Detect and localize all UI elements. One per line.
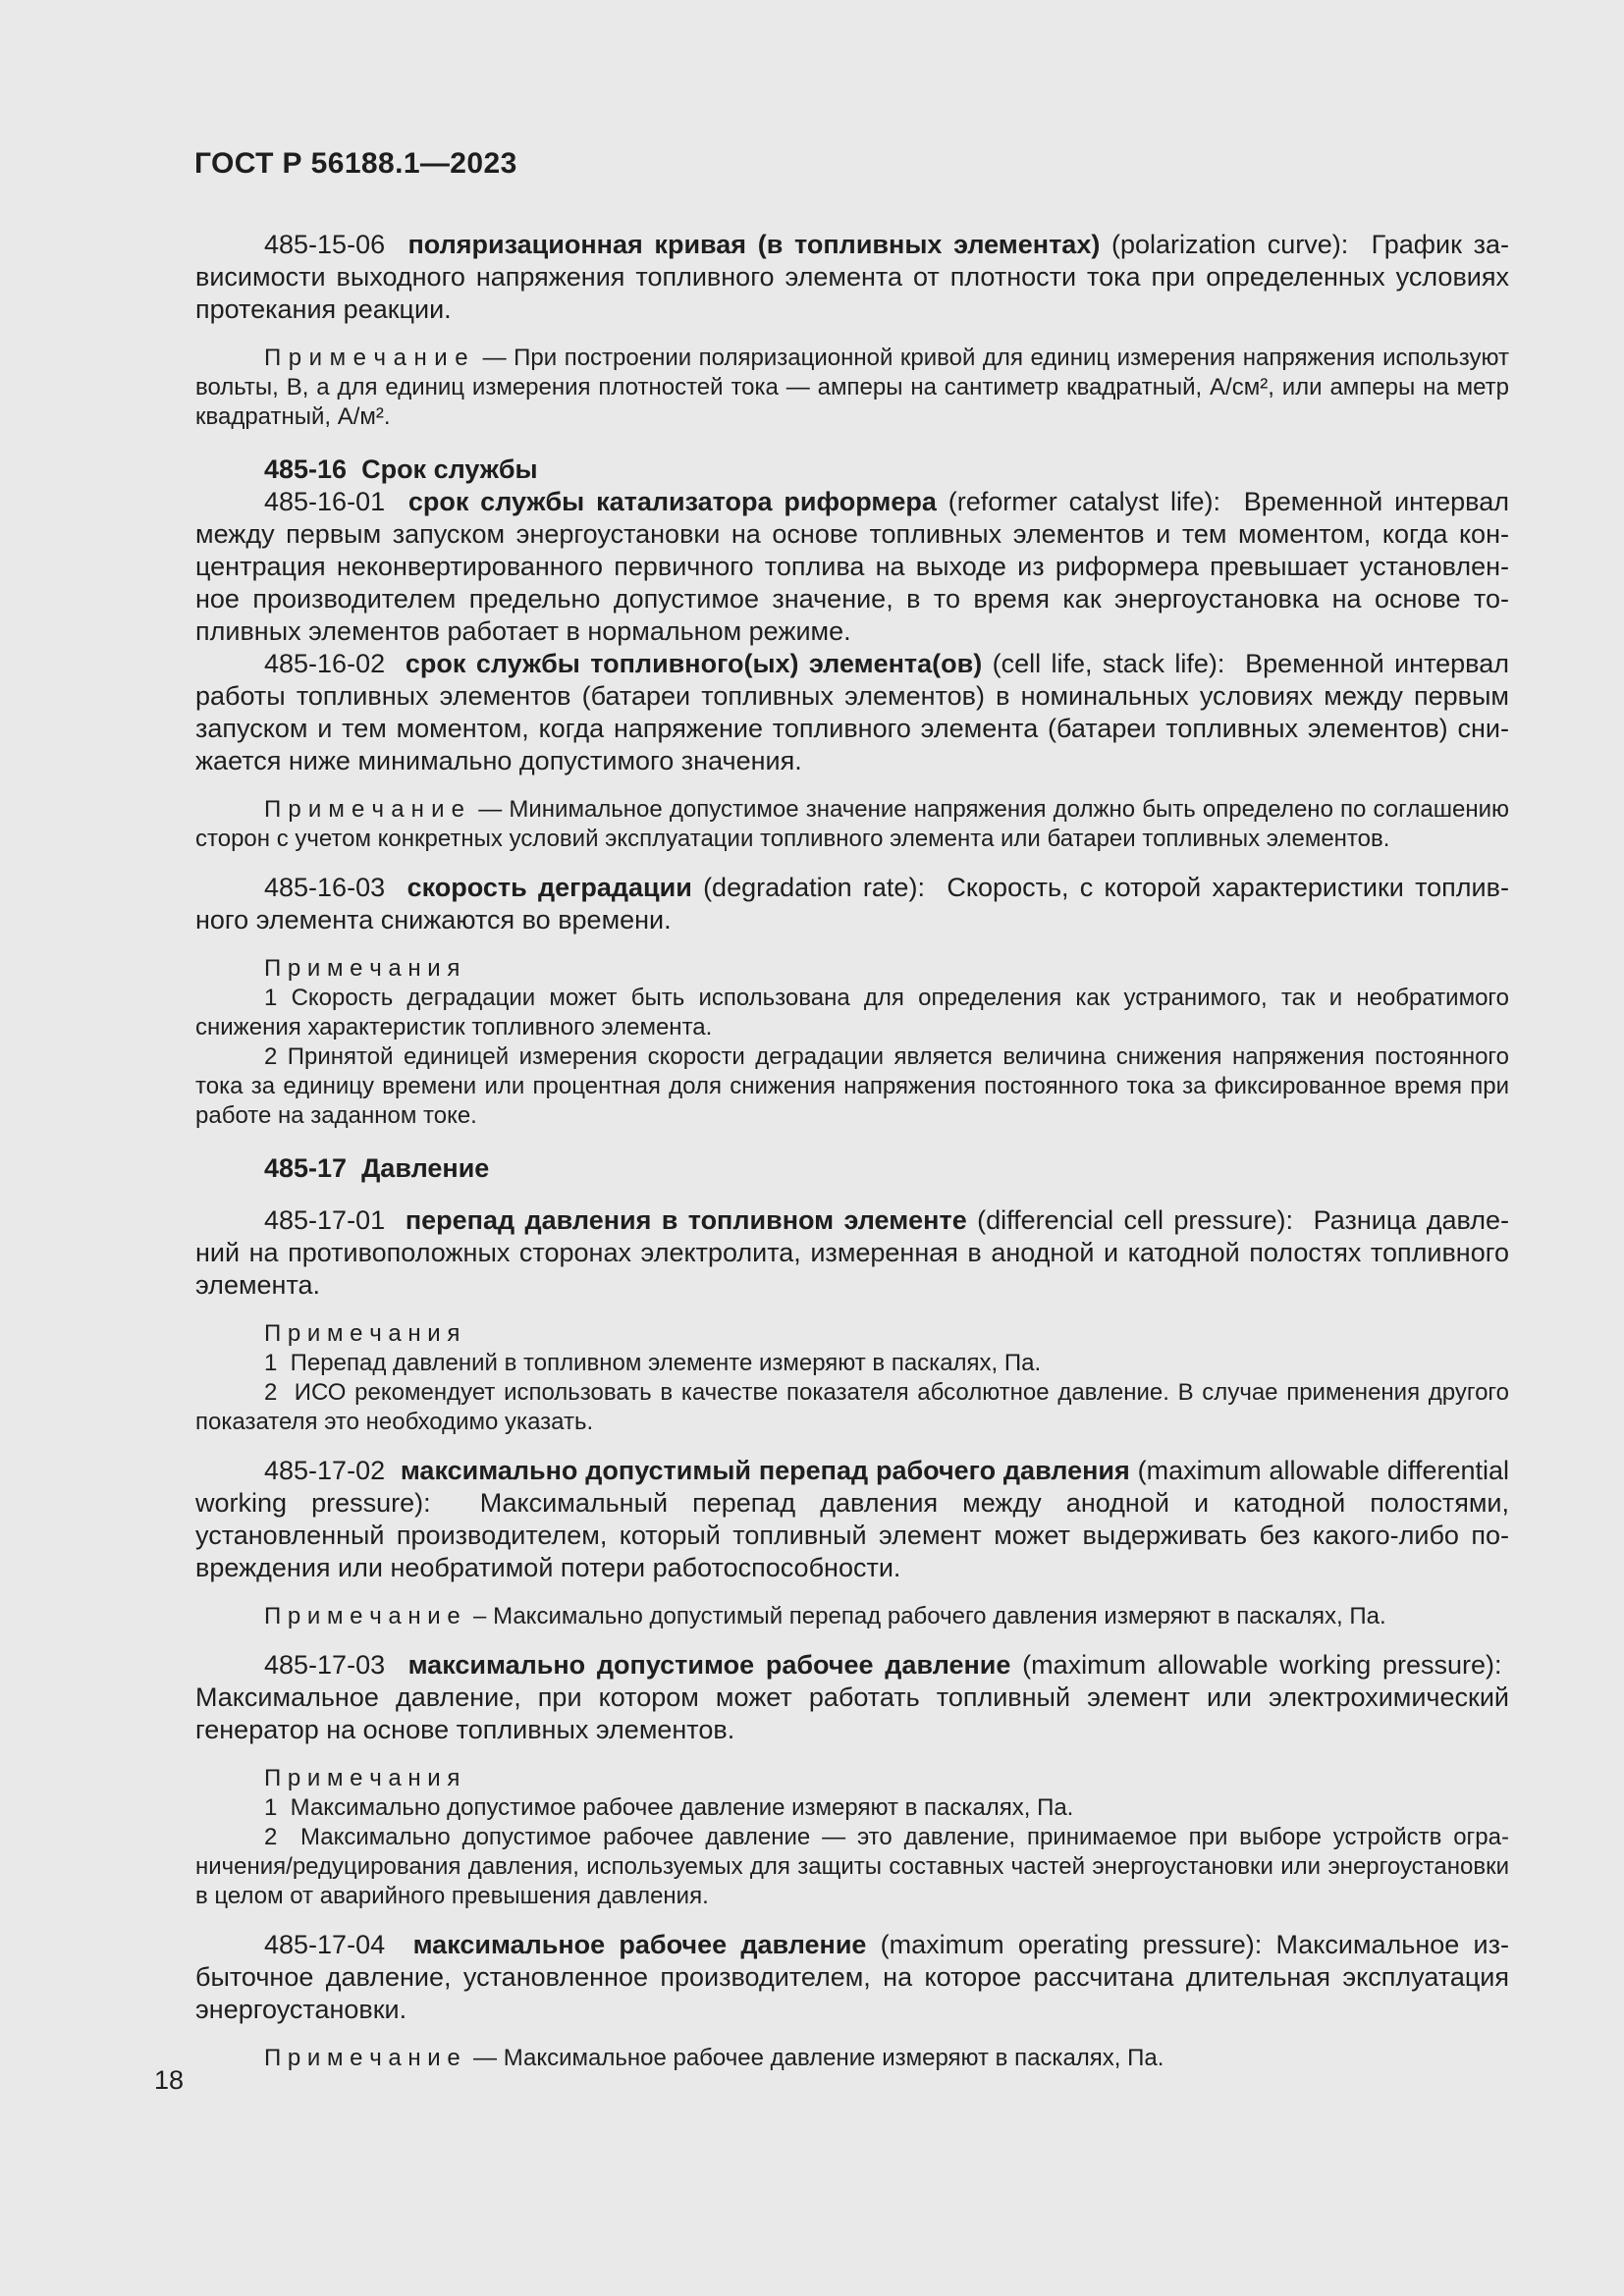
note-text: П р и м е ч а н и е — Максимальное рабочее давление измеряют в паскалях, Па.	[264, 2045, 1164, 2071]
notes-block	[195, 1764, 1509, 1911]
document-header: ГОСТ Р 56188.1—2023	[194, 147, 517, 180]
note-text: П р и м е ч а н и е — Минимальное допустимое значение напряжения должно быть определено по соглашению сторон с учетом конкретных условий эксплуатации топливного элемента или батареи топливных элементов.	[195, 796, 1509, 852]
term-number: 485-17-03	[264, 1650, 397, 1680]
document-body	[195, 229, 1509, 2091]
term-number: 485-17-02	[264, 1456, 393, 1485]
term-definition: (cell life, stack life): Временной интервал работы топливных элементов (батареи топливных элементов) в номинальных условиях между первым запуском и тем моментом, когда напряжение топливного элемента (батареи топливных элементов) снижается ниже минимально допустимого значения.	[195, 649, 1509, 775]
term-definition: (maximum allowable working pressure): Максимальное давление, при котором может работать топливный элемент или электрохимический генератор на основе топливных элементов.	[195, 1650, 1509, 1744]
notes-block	[195, 954, 1509, 1131]
note-block	[195, 1602, 1509, 1631]
note-item: 2 ИСО рекомендует использовать в качестве показателя абсолютное давление. В случае применения другого показателя это необходимо указать.	[195, 1379, 1509, 1435]
term-number: 485-16-03	[264, 873, 397, 902]
term-paragraph-485-17-01	[195, 1204, 1509, 1302]
term-paragraph-485-16-01	[195, 486, 1509, 648]
term-definition: (differencial cell pressure): Разница давлений на противоположных сторонах электролита, измеренная в анодной и катодной полостях топливного элемента.	[195, 1205, 1509, 1300]
note-item: 2 Принятой единицей измерения скорости деградации является величина снижения напряжения постоянного тока за единицу времени или процентная доля снижения напряжения постоянного тока за фиксированное время при работе на заданном токе.	[195, 1043, 1509, 1129]
page-number: 18	[154, 2065, 185, 2095]
term-title: перепад давления в топливном элементе	[405, 1205, 967, 1235]
note-block	[195, 2044, 1509, 2073]
term-title: срок службы топливного(ых) элемента(ов)	[405, 649, 983, 678]
term-number: 485-17-04	[264, 1930, 400, 1959]
term-title: срок службы катализатора риформера	[407, 487, 937, 516]
note-text: П р и м е ч а н и е – Максимально допустимый перепад рабочего давления измеряют в паскалях, Па.	[264, 1603, 1386, 1629]
term-paragraph-485-16-03	[195, 872, 1509, 936]
term-number: 485-16-02	[264, 649, 396, 678]
term-definition: (maximum allowable differential working pressure): Максимальный перепад давления между анодной и катодной полостями, установленный производителем, который топливный элемент может выдерживать без какого-либо повреждения или необратимой потери работоспособности.	[195, 1456, 1509, 1582]
term-title: максимальное рабочее давление	[412, 1930, 867, 1959]
term-definition: (reformer catalyst life): Временной интервал между первым запуском энергоустановки на основе топливных элементов и тем моментом, когда концентрация неконвертированного первичного топлива на выходе из риформера превышает установленное производителем предельно допустимое значение, в то время как энергоустановка на основе топливных элементов работает в нормальном режиме.	[195, 487, 1509, 646]
term-definition: (polarization curve): График зависимости выходного напряжения топливного элемента от плотности тока при определенных условиях протекания реакции.	[195, 230, 1509, 324]
term-title: максимально допустимый перепад рабочего давления	[400, 1456, 1130, 1485]
notes-block	[195, 1319, 1509, 1437]
term-paragraph-485-17-04	[195, 1929, 1509, 2026]
term-title: скорость деградации	[406, 873, 692, 902]
notes-label: П р и м е ч а н и я	[264, 955, 460, 982]
term-paragraph-485-15-06	[195, 229, 1509, 326]
term-title: поляризационная кривая (в топливных элементах)	[407, 230, 1101, 259]
note-block	[195, 344, 1509, 432]
note-item: 2 Максимально допустимое рабочее давление — это давление, принимаемое при выборе устройств ограничения/редуцирования давления, используемых для защиты составных частей энергоустановки или энергоустановки в целом от аварийного превышения давления.	[195, 1824, 1509, 1909]
term-definition: (maximum operating pressure): Максимальное избыточное давление, установленное производителем, на которое рассчитана длительная эксплуатация энергоустановки.	[195, 1930, 1509, 2024]
term-paragraph-485-17-02	[195, 1455, 1509, 1584]
note-block	[195, 795, 1509, 854]
term-number: 485-15-06	[264, 230, 397, 259]
note-text: П р и м е ч а н и е — При построении поляризационной кривой для единиц измерения напряжения используют вольты, В, а для единиц измерения плотностей тока — амперы на сантиметр квадратный, А/см², или амперы на метр квадратный, А/м².	[195, 345, 1509, 430]
term-number: 485-16-01	[264, 487, 397, 516]
note-item: 1 Максимально допустимое рабочее давление измеряют в паскалях, Па.	[264, 1794, 1074, 1821]
term-number: 485-17-01	[264, 1205, 396, 1235]
notes-label: П р и м е ч а н и я	[264, 1320, 460, 1347]
term-title: максимально допустимое рабочее давление	[407, 1650, 1011, 1680]
term-paragraph-485-16-02	[195, 648, 1509, 777]
subsection-heading-485-17: 485-17 Давление	[264, 1153, 490, 1183]
notes-label: П р и м е ч а н и я	[264, 1765, 460, 1791]
note-item: 1 Скорость деградации может быть использована для определения как устранимого, так и необратимого снижения характеристик топливного элемента.	[195, 985, 1509, 1041]
note-item: 1 Перепад давлений в топливном элементе измеряют в паскалях, Па.	[264, 1350, 1042, 1376]
term-definition: (degradation rate): Скорость, с которой характеристики топливного элемента снижаются во времени.	[195, 873, 1509, 934]
term-paragraph-485-17-03	[195, 1649, 1509, 1746]
subsection-heading-485-16: 485-16 Срок службы	[264, 454, 538, 484]
